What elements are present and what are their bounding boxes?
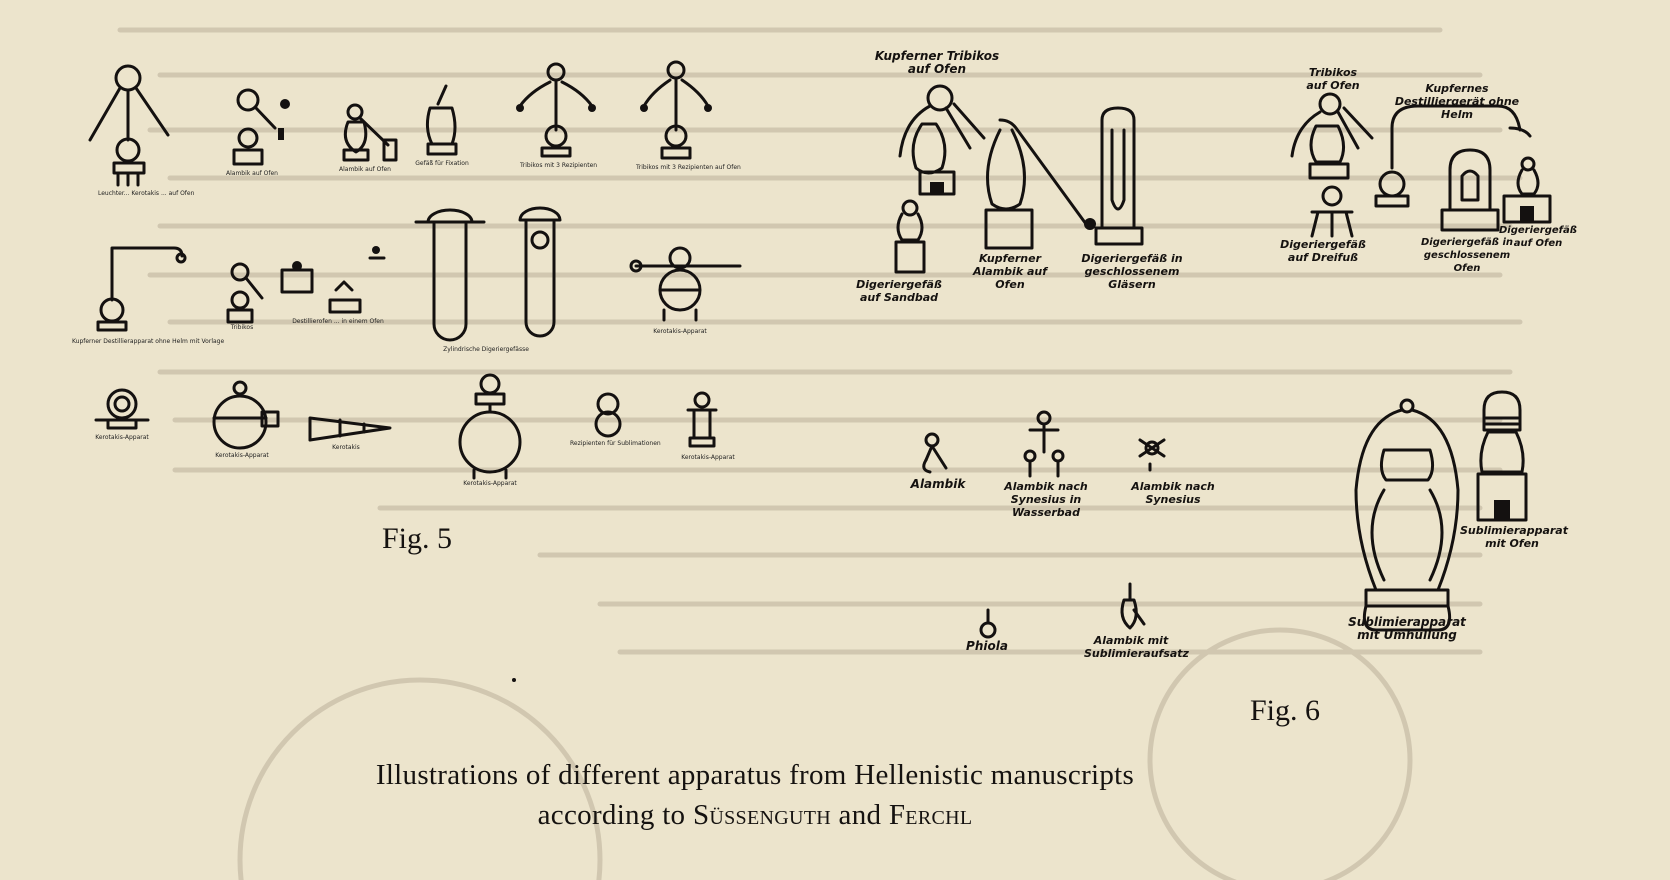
label-sublimierapparat-ofen: Sublimierapparat mit Ofen [1460, 524, 1568, 550]
label-kerotakis-row2: Kerotakis-Apparat [653, 328, 707, 335]
drawing-alambik-synesius [1140, 440, 1164, 470]
drawing-alambik-small [924, 434, 946, 472]
label-gefaess-fixation: Gefäß für Fixation [415, 160, 469, 167]
drawing-rezipienten-sublimation [596, 394, 620, 436]
drawing-kerotakis-r3-1 [96, 390, 148, 428]
drawing-kerotakis-row2 [631, 248, 740, 320]
caption-prefix: according to [537, 799, 686, 831]
drawing-digeriergefaess-ofen [1504, 158, 1550, 222]
caption-author-1: Süssenguth [692, 799, 831, 831]
label-kerotakis-r3-4: Kerotakis-Apparat [463, 480, 517, 487]
drawing-tribikos-row2 [228, 264, 262, 322]
drawing-tribikos-small [1292, 94, 1372, 178]
figure-5-label: Fig. 5 [382, 522, 453, 555]
caption-author-2: Ferchl [888, 799, 973, 831]
drawing-kupferner-alambik [986, 120, 1096, 248]
drawing-digeriergefaess-sandbad [896, 201, 924, 272]
drawing-digeriergefaess-geschlossen [1442, 150, 1498, 230]
drawing-alambik-sublimieraufsatz [1122, 584, 1144, 628]
label-alambik: Alambik [910, 477, 966, 491]
label-kupferner-destillierapparat: Kupferner Destillierapparat ohne Helm mit Vorlage [72, 338, 225, 345]
drawing-alambik-auf-ofen-2 [344, 105, 396, 160]
label-destilliergeraet: Kupfernes Destilliergerät ohne Helm [1394, 82, 1520, 121]
drawing-zylindrische-digeriergefaesse [416, 208, 560, 340]
drawing-leuchter-kerotakis [90, 66, 168, 185]
label-digeriergefaess-geschlossen: Digeriergefäß in geschlossenem Ofen [1420, 237, 1513, 274]
drawing-tribikos-3-rezipienten [516, 64, 596, 156]
label-rezipienten-sublimation: Rezipienten für Sublimationen [570, 440, 661, 447]
label-digeriergefaess-sandbad: Digeriergefäß auf Sandbad [856, 278, 942, 304]
drawing-kupferner-destillierapparat [98, 248, 185, 330]
label-kerotakis-r3-2: Kerotakis-Apparat [215, 452, 269, 459]
drawing-destillierofen [282, 246, 384, 312]
label-alambik-ofen-1: Alambik auf Ofen [226, 170, 278, 177]
drawing-kerotakis-r3-2 [214, 382, 278, 448]
drawing-kerotakis-r3-3 [310, 418, 390, 440]
label-sublimierapparat-umhuellung: Sublimierapparat mit Umhüllung [1348, 615, 1466, 642]
label-kerotakis-r3-1: Kerotakis-Apparat [95, 434, 149, 441]
drawing-kerotakis-r3-6 [688, 393, 716, 446]
label-leuchter-kerotakis: Leuchter... Kerotakis ... auf Ofen [98, 190, 195, 197]
label-digeriergefaess-ofen: Digeriergefäß auf Ofen [1499, 225, 1577, 249]
label-digeriergefaess-glas: Digeriergefäß in geschlossenem Gläsern [1081, 252, 1183, 291]
label-digeriergefaess-dreifuss: Digeriergefäß auf Dreifuß [1280, 238, 1366, 264]
drawing-digeriergefaess-glas [1096, 108, 1142, 244]
caption-and: and [838, 799, 882, 831]
label-kupferner-alambik: Kupferner Alambik auf Ofen [973, 252, 1047, 291]
label-alambik-sublimieraufsatz: Alambik mit Sublimieraufsatz [1084, 634, 1189, 660]
drawing-tribikos-auf-ofen [640, 62, 712, 158]
label-phiola: Phiola [966, 639, 1008, 653]
drawing-sublimierapparat-ofen [1478, 392, 1526, 520]
caption-line-1: Illustrations of different apparatus from Hellenistic manuscripts [375, 759, 1135, 791]
label-tribikos-small: Tribikos auf Ofen [1306, 66, 1360, 92]
label-tribikos-auf-ofen: Tribikos mit 3 Rezipienten auf Ofen [636, 164, 741, 171]
drawing-kerotakis-r3-4 [460, 375, 520, 478]
drawing-alambik-wasserbad [1025, 412, 1063, 476]
label-kerotakis-r3-3: Kerotakis [332, 444, 360, 451]
label-alambik-wasserbad: Alambik nach Synesius in Wasserbad [1004, 480, 1088, 519]
drawing-sublimierapparat-umhuellung [1356, 400, 1458, 630]
label-tribikos-3-rezipienten: Tribikos mit 3 Rezipienten [520, 162, 598, 169]
drawing-alambik-auf-ofen-1 [234, 90, 290, 164]
label-kerotakis-r3-6: Kerotakis-Apparat [681, 454, 735, 461]
label-digeriergefaesse: Zylindrische Digeriergefässe [443, 346, 529, 353]
drawing-kupferner-tribikos [900, 86, 984, 194]
figure-6-label: Fig. 6 [1250, 694, 1321, 727]
label-alambik-ofen-2: Alambik auf Ofen [339, 166, 391, 173]
label-destillierofen: Destillierofen ... in einem Ofen [292, 318, 384, 325]
label-alambik-synesius: Alambik nach Synesius [1131, 480, 1215, 506]
label-tribikos-row2: Tribikos [230, 324, 254, 331]
drawing-digeriergefaess-dreifuss [1312, 187, 1352, 236]
caption-line-2 [200, 796, 1310, 834]
drawing-phiola [981, 610, 995, 637]
drawing-gefaess-fixation [427, 86, 456, 154]
label-kupferner-tribikos: Kupferner Tribikos auf Ofen [874, 49, 1000, 76]
